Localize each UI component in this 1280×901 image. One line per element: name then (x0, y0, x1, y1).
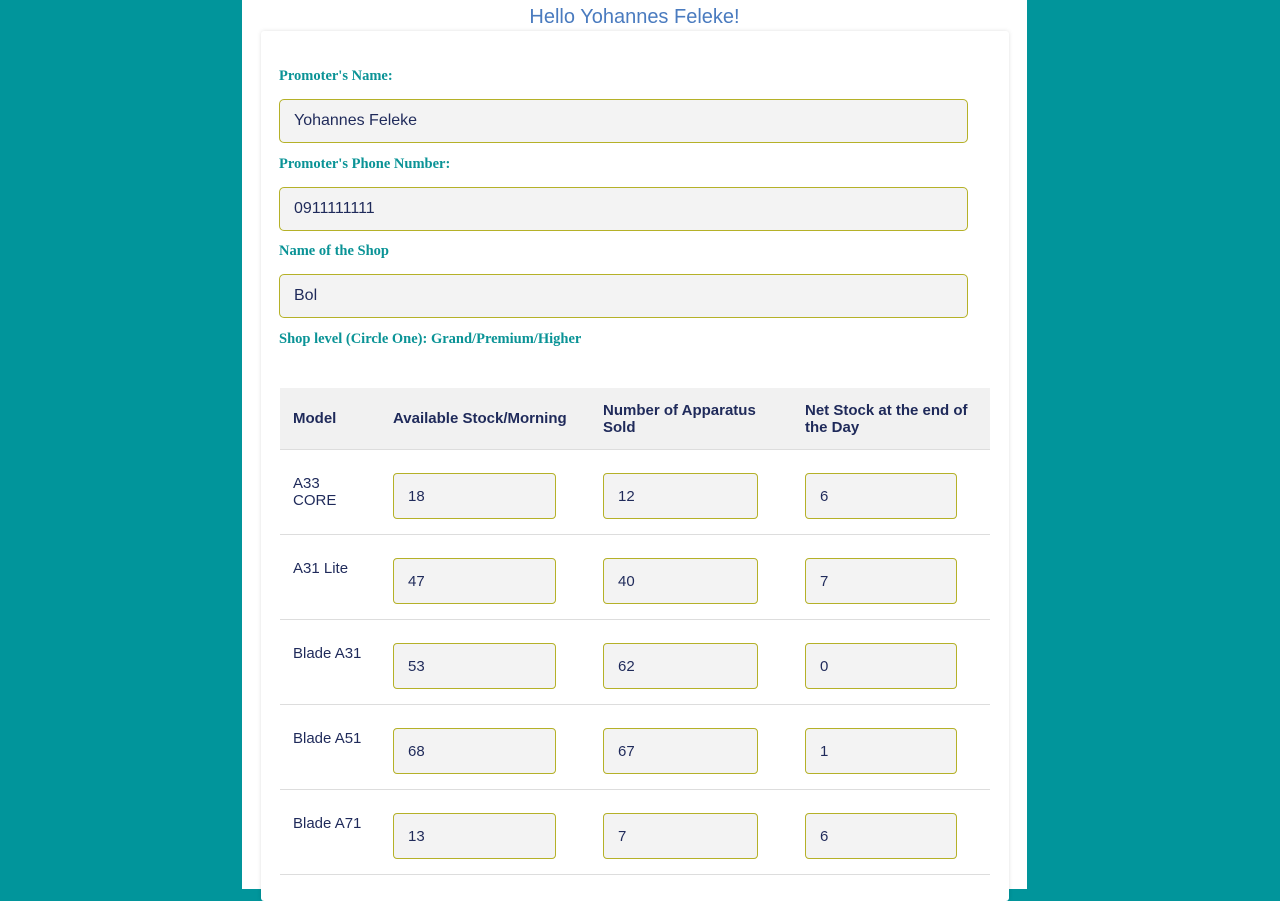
model-name: A31 Lite (293, 560, 349, 577)
promoter-name-label: Promoter's Name: (279, 68, 393, 84)
shop-name-label: Name of the Shop (279, 243, 389, 259)
table-row (280, 620, 990, 705)
apparatus-sold-input[interactable] (603, 643, 758, 689)
table-row (280, 535, 990, 620)
net-stock-input[interactable] (805, 728, 957, 774)
shop-level-label: Shop level (Circle One): Grand/Premium/Higher (279, 331, 582, 347)
apparatus-sold-input[interactable] (603, 473, 758, 519)
greeting-title: Hello Yohannes Feleke! (529, 6, 740, 28)
promoter-phone-label: Promoter's Phone Number: (279, 156, 451, 172)
available-stock-input[interactable] (393, 728, 556, 774)
table-row (280, 790, 990, 875)
stock-table-header (280, 388, 990, 450)
table-row (280, 705, 990, 790)
available-stock-input[interactable] (393, 813, 556, 859)
model-name: A33 CORE (293, 475, 337, 509)
available-stock-input[interactable] (393, 558, 556, 604)
stock-table (280, 388, 990, 875)
available-stock-input[interactable] (393, 473, 556, 519)
net-stock-input[interactable] (805, 813, 957, 859)
header-model: Model (293, 410, 337, 427)
promoter-form-card (261, 31, 1009, 901)
model-name: Blade A71 (293, 815, 362, 832)
apparatus-sold-input[interactable] (603, 813, 758, 859)
page-container (242, 0, 1027, 889)
available-stock-input[interactable] (393, 643, 556, 689)
model-name: Blade A51 (293, 730, 362, 747)
model-name: Blade A31 (293, 645, 362, 662)
header-net-stock: Net Stock at the end of the Day (805, 401, 968, 436)
header-available-stock: Available Stock/Morning (393, 410, 567, 427)
net-stock-input[interactable] (805, 558, 957, 604)
promoter-phone-input[interactable] (279, 187, 968, 231)
apparatus-sold-input[interactable] (603, 728, 758, 774)
shop-name-input[interactable] (279, 274, 968, 318)
net-stock-input[interactable] (805, 643, 957, 689)
net-stock-input[interactable] (805, 473, 957, 519)
apparatus-sold-input[interactable] (603, 558, 758, 604)
table-row (280, 450, 990, 535)
header-apparatus-sold: Number of Apparatus Sold (603, 401, 756, 436)
promoter-name-input[interactable] (279, 99, 968, 143)
